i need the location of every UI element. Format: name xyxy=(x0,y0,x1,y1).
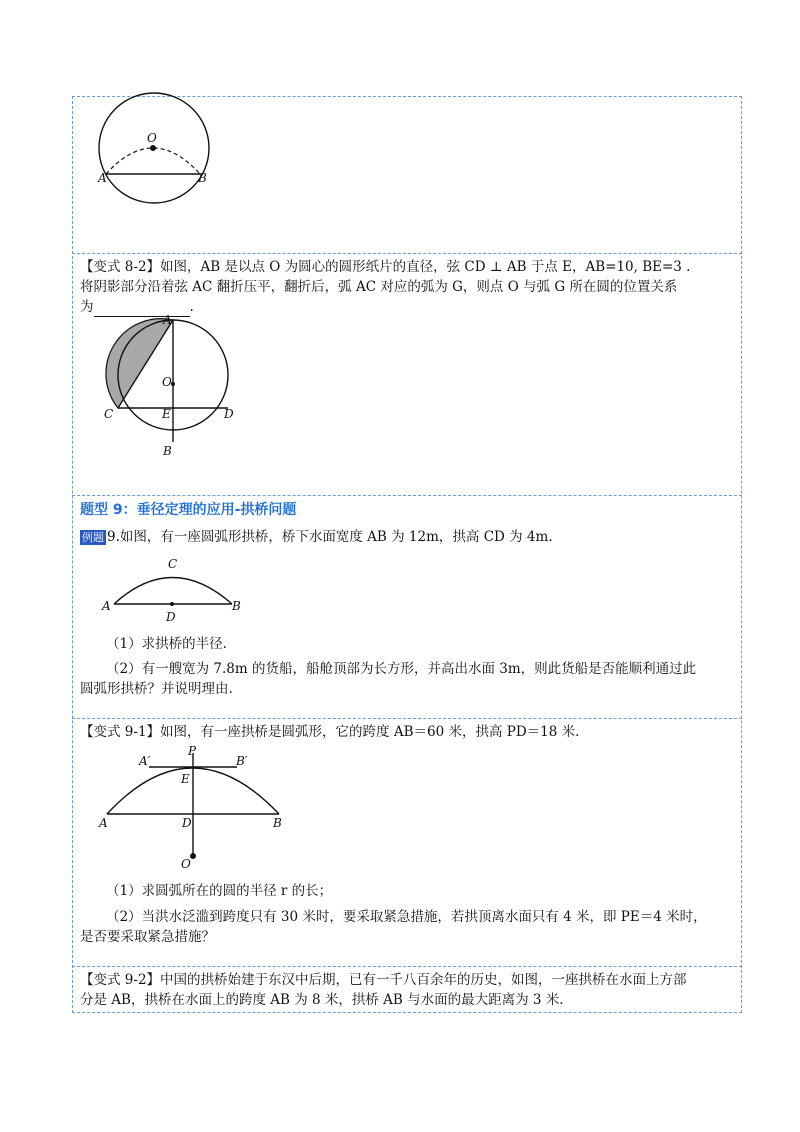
figure-arch-bridge xyxy=(100,555,260,625)
svg-text:B: B xyxy=(163,444,172,458)
svg-text:O: O xyxy=(181,857,191,871)
problem-8-2-line1: 【变式 8-2】如图，AB 是以点 O 为圆心的圆形纸片的直径，弦 CD ⊥ AB 于点 E，AB=10, BE=3 . xyxy=(80,259,691,275)
problem-8-2-line3: 为 . xyxy=(80,299,194,315)
svg-text:A: A xyxy=(98,171,107,185)
svg-text:A: A xyxy=(99,816,108,830)
figure-circle-chord xyxy=(100,312,240,462)
svg-text:B: B xyxy=(198,171,207,185)
svg-text:C: C xyxy=(104,407,114,421)
figure-circle-fold xyxy=(90,100,230,250)
svg-text:E: E xyxy=(181,772,190,786)
svg-text:B: B xyxy=(273,816,282,830)
problem-9-2-line2: 分是 AB，拱桥在水面上的跨度 AB 为 8 米，拱桥 AB 与水面的最大距离为 3 米. xyxy=(80,992,564,1008)
svg-text:O: O xyxy=(162,375,172,389)
svg-text:B: B xyxy=(232,599,241,613)
example-9-q2-line1: （2）有一艘宽为 7.8m 的货船，船舱顶部为长方形，并高出水面 3m，则此货船是否能顺利通过此 xyxy=(106,661,697,677)
problem-9-1-q2-line2: 是否要采取紧急措施？ xyxy=(80,929,215,945)
divider xyxy=(72,718,742,719)
problem-9-1-q2-line1: （2）当洪水泛滥到跨度只有 30 米时，要采取紧急措施，若拱顶离水面只有 4 米，即 PE＝4 米时， xyxy=(106,909,707,925)
svg-text:C: C xyxy=(168,557,178,571)
svg-text:D: D xyxy=(166,610,176,624)
svg-text:D: D xyxy=(224,407,234,421)
example-9-text: 例题 9.如图，有一座圆弧形拱桥，桥下水面宽度 AB 为 12m，拱高 CD 为 4m. xyxy=(82,529,553,545)
divider xyxy=(72,253,742,254)
example-badge: 例题 xyxy=(82,531,104,544)
example-9-q2-line2: 圆弧形拱桥？并说明理由. xyxy=(80,681,233,697)
svg-text:O: O xyxy=(147,131,157,145)
figure-arch-circle xyxy=(95,743,295,873)
problem-9-1-q1: （1）求圆弧所在的圆的半径 r 的长； xyxy=(106,883,333,899)
svg-text:A′: A′ xyxy=(139,754,151,768)
problem-9-1-text: 【变式 9-1】如图，有一座拱桥是圆弧形，它的跨度 AB＝60 米，拱高 PD＝18 米. xyxy=(80,724,580,740)
svg-text:D: D xyxy=(182,816,192,830)
divider xyxy=(72,495,742,496)
divider xyxy=(72,966,742,967)
problem-8-2-line2: 将阴影部分沿着弦 AC 翻折压平，翻折后，弧 AC 对应的弧为 G，则点 O 与弧 G 所在圆的位置关系 xyxy=(80,279,678,295)
svg-text:A: A xyxy=(102,599,111,613)
svg-text:B′: B′ xyxy=(236,754,248,768)
svg-text:E: E xyxy=(162,407,171,421)
problem-9-2-line1: 【变式 9-2】中国的拱桥始建于东汉中后期，已有一千八百余年的历史，如图，一座拱桥在水面上方部 xyxy=(80,972,687,988)
svg-text:P: P xyxy=(188,744,197,758)
section-heading: 题型 9：垂径定理的应用-拱桥问题 xyxy=(80,502,297,518)
example-9-q1: （1）求拱桥的半径. xyxy=(106,636,227,652)
svg-text:A: A xyxy=(163,313,172,327)
